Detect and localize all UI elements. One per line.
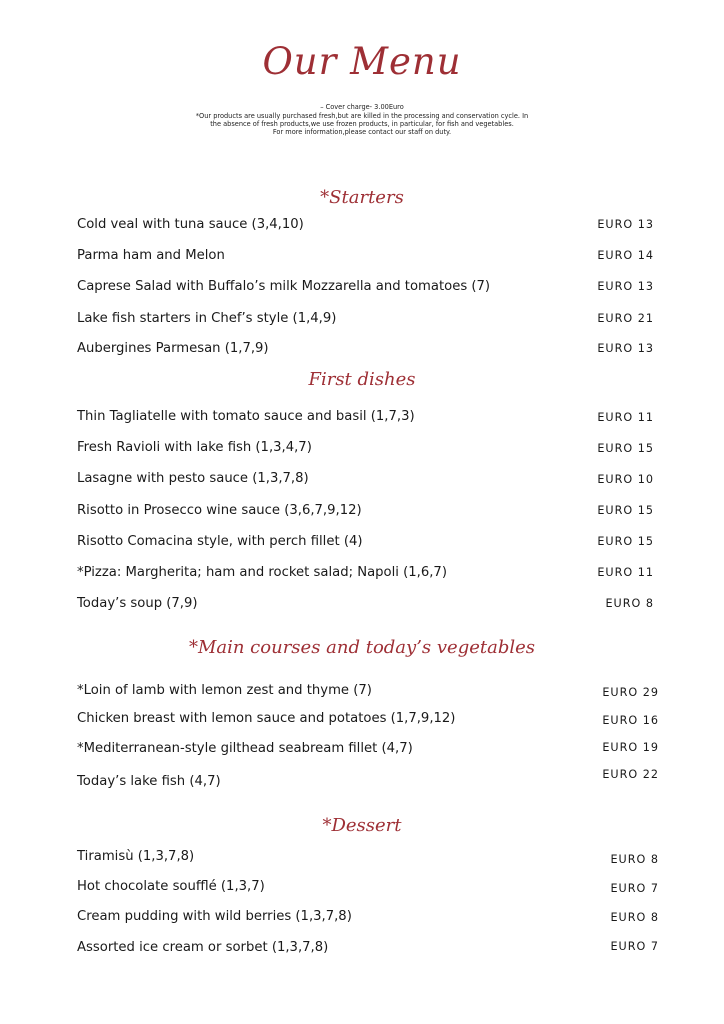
fresh-products-note-line-2: the absence of fresh products,we use frozen products, in particular, for fish and vegetables. [210, 120, 514, 128]
menu-item-price: EURO 8 [610, 911, 659, 924]
menu-item-price: EURO 8 [610, 853, 659, 866]
menu-item-name: Fresh Ravioli with lake fish (1,3,4,7) [77, 440, 312, 455]
menu-item-price: EURO 22 [602, 768, 659, 781]
menu-item-price: EURO 7 [610, 940, 659, 953]
menu-item-price: EURO 29 [602, 686, 659, 699]
menu-item-price: EURO 13 [597, 342, 654, 355]
menu-item-price: EURO 13 [597, 280, 654, 293]
menu-item-name: Today’s soup (7,9) [77, 596, 198, 611]
menu-item-name: *Mediterranean-style gilthead seabream fillet (4,7) [77, 741, 413, 756]
section-heading-main-courses: *Main courses and today’s vegetables [188, 637, 536, 658]
fresh-products-note-line-3: For more information,please contact our staff on duty. [272, 128, 452, 136]
menu-item-name: Cold veal with tuna sauce (3,4,10) [77, 217, 304, 232]
menu-item-name: Lake fish starters in Chef’s style (1,4,9) [77, 311, 337, 326]
menu-item-price: EURO 15 [597, 442, 654, 455]
menu-item-price: EURO 14 [597, 249, 654, 262]
menu-item-name: Assorted ice cream or sorbet (1,3,7,8) [77, 940, 329, 955]
cover-charge-note: – Cover charge- 3.00Euro [320, 103, 404, 111]
menu-item-name: *Pizza: Margherita; ham and rocket salad; Napoli (1,6,7) [77, 565, 447, 580]
menu-title: Our Menu [262, 40, 462, 83]
menu-item-name: Parma ham and Melon [77, 248, 225, 263]
menu-item-name: *Loin of lamb with lemon zest and thyme (7) [77, 683, 372, 698]
menu-item-price: EURO 19 [602, 741, 659, 754]
menu-item-price: EURO 15 [597, 504, 654, 517]
menu-item-name: Aubergines Parmesan (1,7,9) [77, 341, 269, 356]
fresh-products-note-line-1: *Our products are usually purchased fresh,but are killed in the processing and conservation cycle. In [195, 112, 529, 120]
menu-item-price: EURO 10 [597, 473, 654, 486]
menu-item-price: EURO 11 [597, 411, 654, 424]
menu-item-price: EURO 16 [602, 714, 659, 727]
menu-item-name: Risotto Comacina style, with perch fillet (4) [77, 534, 363, 549]
menu-item-name: Today’s lake fish (4,7) [77, 774, 221, 789]
menu-item-price: EURO 7 [610, 882, 659, 895]
menu-item-price: EURO 15 [597, 535, 654, 548]
menu-item-name: Hot chocolate soufflé (1,3,7) [77, 879, 265, 894]
menu-item-price: EURO 13 [597, 218, 654, 231]
section-heading-first-dishes: First dishes [308, 369, 416, 390]
section-heading-dessert: *Dessert [322, 815, 402, 836]
menu-item-price: EURO 8 [605, 597, 654, 610]
menu-item-name: Tiramisù (1,3,7,8) [77, 849, 195, 864]
menu-item-name: Cream pudding with wild berries (1,3,7,8) [77, 909, 352, 924]
menu-item-name: Chicken breast with lemon sauce and potatoes (1,7,9,12) [77, 711, 456, 726]
menu-item-price: EURO 21 [597, 312, 654, 325]
menu-item-name: Caprese Salad with Buffalo’s milk Mozzarella and tomatoes (7) [77, 279, 491, 294]
menu-item-price: EURO 11 [597, 566, 654, 579]
menu-item-name: Risotto in Prosecco wine sauce (3,6,7,9,12) [77, 503, 362, 518]
menu-item-name: Lasagne with pesto sauce (1,3,7,8) [77, 471, 309, 486]
section-heading-starters: *Starters [320, 187, 404, 208]
menu-item-name: Thin Tagliatelle with tomato sauce and basil (1,7,3) [77, 409, 415, 424]
